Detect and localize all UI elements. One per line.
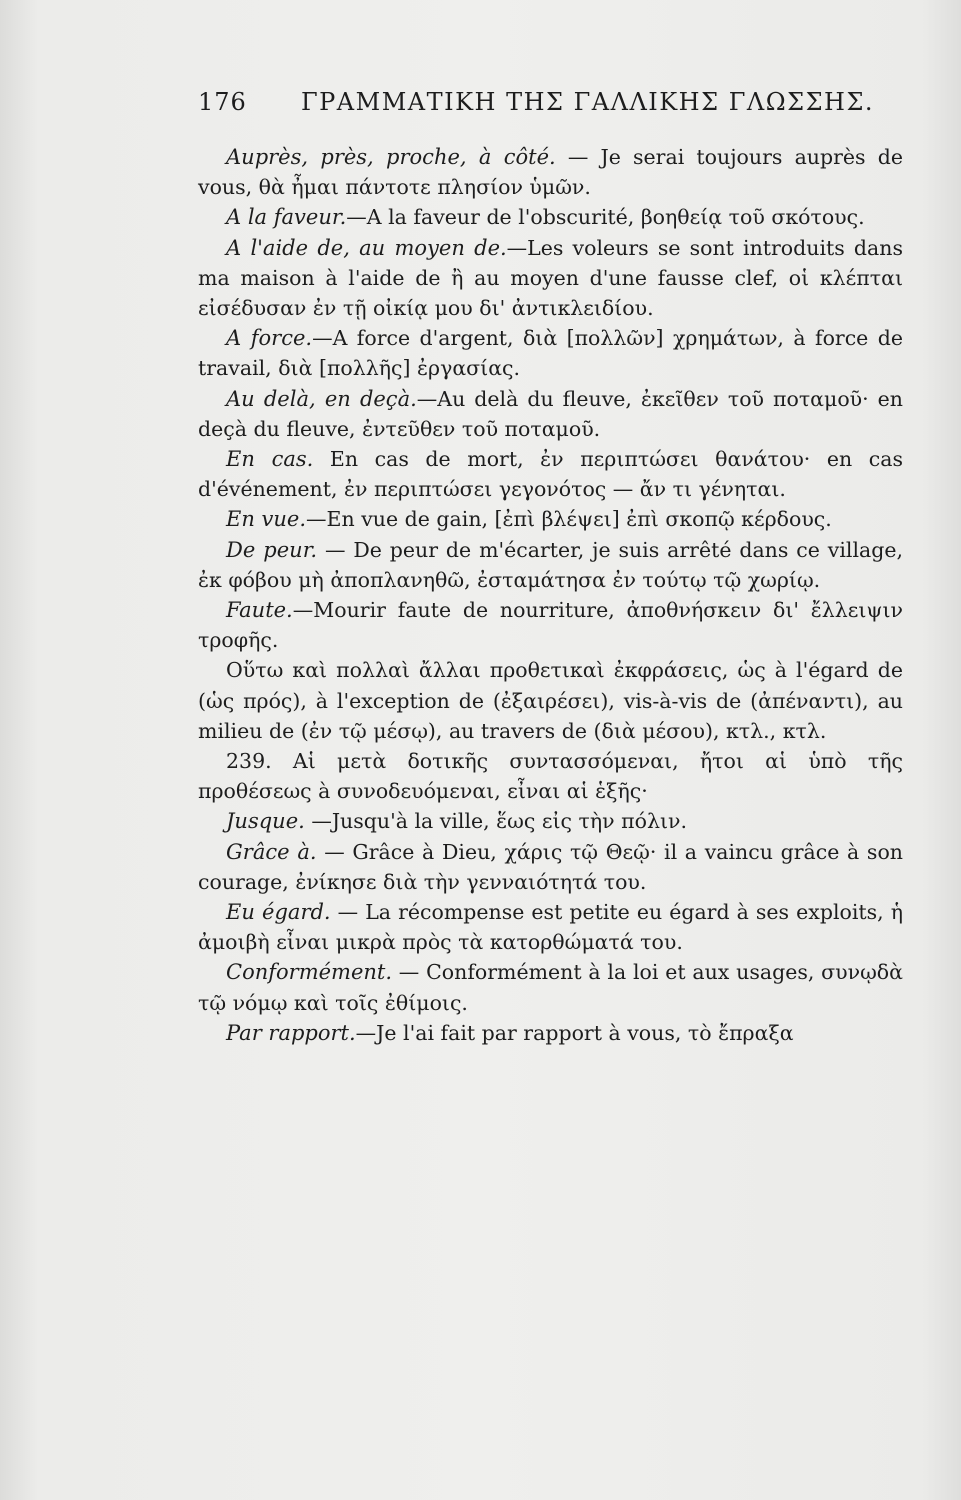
page-body [198,142,903,1048]
entry-text: —Les voleurs se sont introduits dans ma maison à l'aide de ἢ au moyen d'une fausse clef, οἱ κλέπται εἰσέδυσαν ἐν τῇ οἰκίᾳ μου δι' ἀντικλειδίου. [198,235,903,321]
entry-term: De peur. [226,537,318,562]
entry-text: —A la faveur de l'obscurité, βοηθείᾳ τοῦ σκότους. [346,205,865,230]
entry-term: En vue. [226,507,307,532]
running-title: ΓΡΑΜΜΑΤΙΚΗ ΤΗΣ ΓΑΛΛΙΚΗΣ ΓΛΩΣΣΗΣ. [301,88,875,116]
paragraph [198,746,903,806]
entry-term: En cas. [226,447,314,472]
paragraph [198,142,903,202]
entry-term: Au delà, en deçà. [226,386,417,411]
paragraph [198,897,903,957]
paragraph [198,535,903,595]
paragraph-text: 239. Αἱ μετὰ δοτικῆς συντασσόμεναι, ἤτοι αἱ ὑπὸ τῆς προθέσεως à συνοδευόμεναι, εἶναι αἱ ἑξῆς· [198,749,903,804]
paragraph [198,1018,903,1048]
entry-text: —A force d'argent, διὰ [πολλῶν] χρημάτων, à force de travail, διὰ [πολλῆς] ἐργασίας. [198,326,903,381]
paragraph [198,384,903,444]
paragraph [198,233,903,324]
paragraph [198,806,903,836]
entry-term: A la faveur. [226,205,347,230]
entry-term: Conformément. [226,960,393,985]
entry-text: —Mourir faute de nourriture, ἀποθνήσκειν δι' ἔλλειψιν τροφῆς. [198,598,903,653]
entry-text: —Jusqu'à la ville, ἕως εἰς τὴν πόλιν. [304,809,687,834]
entry-term: Grâce à. [226,839,317,864]
entry-text: — Conformément à la loi et aux usages, συνῳδὰ τῷ νόμῳ καὶ τοῖς ἐθίμοις. [198,960,903,1015]
entry-text: — La récompense est petite eu égard à ses exploits, ἡ ἀμοιβὴ εἶναι μικρὰ πρὸς τὰ κατορθώματά του. [198,900,903,955]
entry-term: A l'aide de, au moyen de. [226,235,507,260]
entry-term: Auprès, près, proche, à côté. [226,145,556,169]
entry-term: A force. [226,326,313,351]
paragraph [198,444,903,504]
entry-text: —Je l'ai fait par rapport à vous, τὸ ἔπραξα [355,1020,794,1045]
paragraph-text: Οὕτω καὶ πολλαὶ ἄλλαι προθετικαὶ ἐκφράσεις, ὡς à l'égard de (ὡς πρός), à l'exception de (ἐξαιρέσει), vis-à-vis de (ἀπέναντι), au milieu de (ἐν τῷ μέσῳ), au travers de (διὰ μέσου), κτλ., κτλ. [198,658,903,743]
paragraph [198,504,903,534]
entry-text: — Je serai toujours auprès de vous, θὰ ἦμαι πάντοτε πλησίον ὑμῶν. [198,145,903,200]
paragraph [198,595,903,655]
paragraph [198,655,903,746]
entry-term: Par rapport. [226,1020,356,1045]
entry-text: — De peur de m'écarter, je suis arrêté dans ce village, ἐκ φόβου μὴ ἀποπλανηθῶ, ἐσταμάτησα ἐν τούτῳ τῷ χωρίῳ. [198,537,903,592]
paragraph [198,202,903,232]
paragraph [198,957,903,1017]
entry-text: En cas de mort, ἐν περιπτώσει θανάτου· en cas d'événement, ἐν περιπτώσει γεγονότος — ἄν τι γένηται. [198,447,904,502]
entry-term: Faute. [226,598,293,623]
entry-text: — Grâce à Dieu, χάρις τῷ Θεῷ· il a vaincu grâce à son courage, ἐνίκησε διὰ τὴν γενναιότητά του. [198,839,903,894]
paragraph [198,323,903,383]
entry-text: —Au delà du fleuve, ἐκεῖθεν τοῦ ποταμοῦ· en deçà du fleuve, ἐντεῦθεν τοῦ ποταμοῦ. [198,386,903,441]
page-header [198,88,898,124]
paragraph [198,837,903,897]
entry-term: Jusque. [226,809,305,834]
entry-text: —En vue de gain, [ἐπὶ βλέψει] ἐπὶ σκοπῷ κέρδους. [306,507,832,532]
entry-term: Eu égard. [226,900,331,925]
page-number: 176 [198,88,247,116]
